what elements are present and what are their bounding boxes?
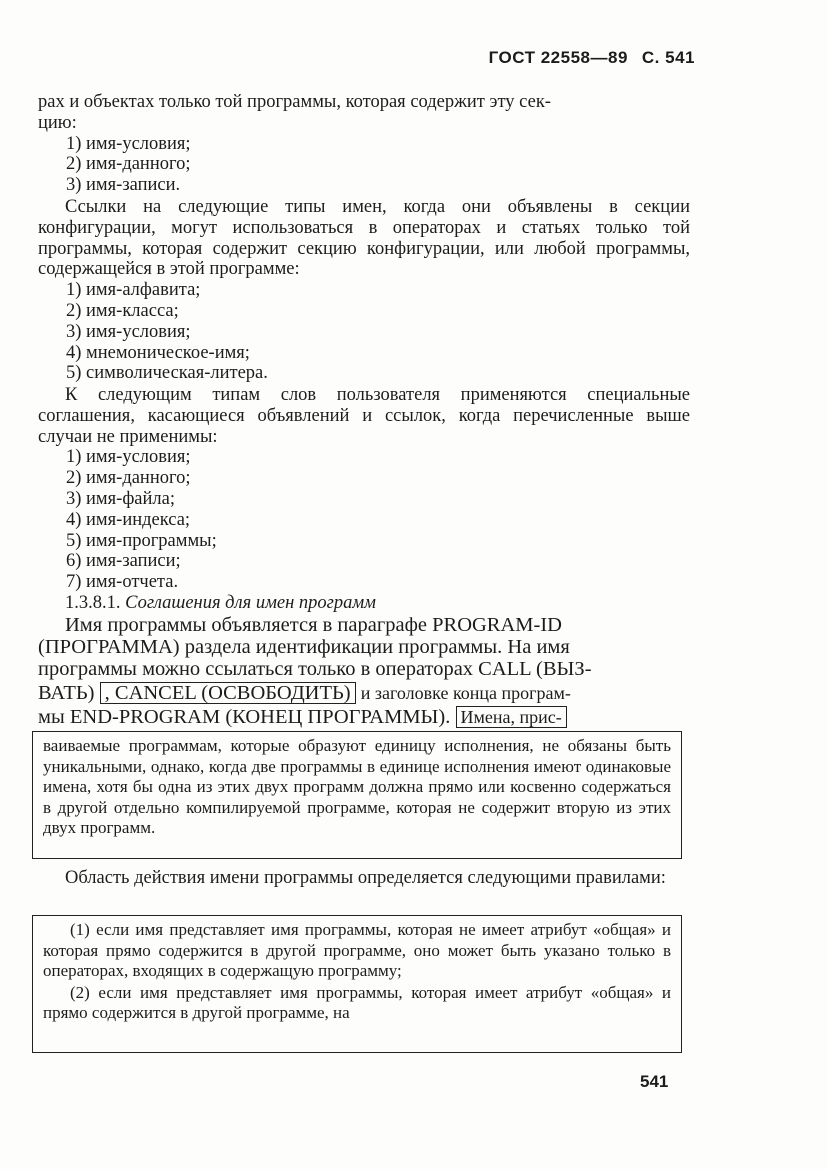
- list-item: 2) имя-данного;: [66, 468, 191, 489]
- paragraph: Ссылки на следующие типы имен, когда они объявлены в секции конфигурации, могут использоваться в операторах и статьях только той программы, которая содержит секцию конфигурации, или любой программы, содержащейся в этой программе:: [38, 197, 690, 280]
- page-number: 541: [640, 1072, 669, 1091]
- list-item: 2) имя-класса;: [66, 300, 179, 321]
- intro-line-2: цию:: [38, 112, 77, 133]
- rule-2: (2) если имя представляет имя программы, которая имеет атрибут «общая» и прямо содержится в другой программе, на: [43, 982, 671, 1022]
- standard-number: ГОСТ 22558—89: [488, 48, 628, 67]
- list-item: 5) символическая-литера.: [66, 363, 268, 384]
- block-scope-rules-intro: [38, 868, 690, 889]
- paragraph: К следующим типам слов пользователя применяются специальные соглашения, касающиеся объявлений и ссылок, когда перечисленные выше случаи не применимы:: [38, 385, 690, 447]
- framed-uniqueness-note: [32, 731, 682, 859]
- list-item: 1) имя-условия;: [66, 447, 191, 468]
- block-configuration-refs: [38, 197, 690, 384]
- section-heading: [38, 593, 690, 614]
- list-item: 6) имя-записи;: [66, 551, 181, 572]
- page-header: [489, 48, 695, 68]
- program-line-5a: мы END-PROGRAM (КОНЕЦ ПРОГРАММЫ).: [38, 706, 451, 728]
- boxed-names: Имена, прис-: [456, 706, 567, 728]
- list-item: 3) имя-условия;: [66, 321, 191, 342]
- program-line-3: программы можно ссылаться только в операторах CALL (ВЫЗ-: [38, 658, 592, 680]
- list-item: 3) имя-файла;: [66, 488, 175, 509]
- program-line-4a: ВАТЬ): [38, 682, 95, 704]
- list-item: 1) имя-условия;: [66, 133, 191, 154]
- block-scope-intro: [38, 92, 690, 196]
- list-item: 5) имя-программы;: [66, 530, 217, 551]
- program-line-4b: и заголовке конца програм-: [360, 683, 571, 703]
- paragraph: Область действия имени программы определяется следующими правилами:: [65, 868, 666, 888]
- boxed-cancel: , CANCEL (ОСВОБОДИТЬ): [100, 682, 356, 704]
- list-item: 4) мнемоническое-имя;: [66, 342, 250, 363]
- list-item: 1) имя-алфавита;: [66, 280, 201, 301]
- framed-scope-rules: [32, 915, 682, 1053]
- section-title: Соглашения для имен программ: [125, 593, 376, 613]
- block-program-name: [38, 614, 690, 728]
- list-item: 4) имя-индекса;: [66, 509, 191, 530]
- framed-text: ваиваемые программам, которые образуют единицу исполнения, не обязаны быть уникальными, однако, когда две программы в единице исполнения имеют одинаковые имена, хотя бы одна из этих двух программ должна прямо или косвенно содержаться в другой отдельно компилируемой программе, которая не содержит вторую из этих двух программ.: [43, 736, 671, 837]
- program-line-1: Имя программы объявляется в параграфе PROGRAM-ID: [65, 614, 562, 636]
- list-item: 3) имя-записи.: [66, 175, 181, 196]
- block-special-conventions: [38, 385, 690, 593]
- program-line-2: (ПРОГРАММА) раздела идентификации программы. На имя: [38, 636, 570, 658]
- intro-line-1: рах и объектах только той программы, которая содержит эту сек-: [38, 92, 551, 112]
- list-item: 7) имя-отчета.: [66, 572, 179, 593]
- header-page-number: С. 541: [641, 48, 695, 67]
- rule-1: (1) если имя представляет имя программы, которая не имеет атрибут «общая» и которая прямо содержится в другой программе, оно может быть указано только в операторах, входящих в содержащую программу;: [43, 920, 671, 980]
- list-item: 2) имя-данного;: [66, 154, 191, 175]
- section-number: 1.3.8.1.: [65, 593, 121, 613]
